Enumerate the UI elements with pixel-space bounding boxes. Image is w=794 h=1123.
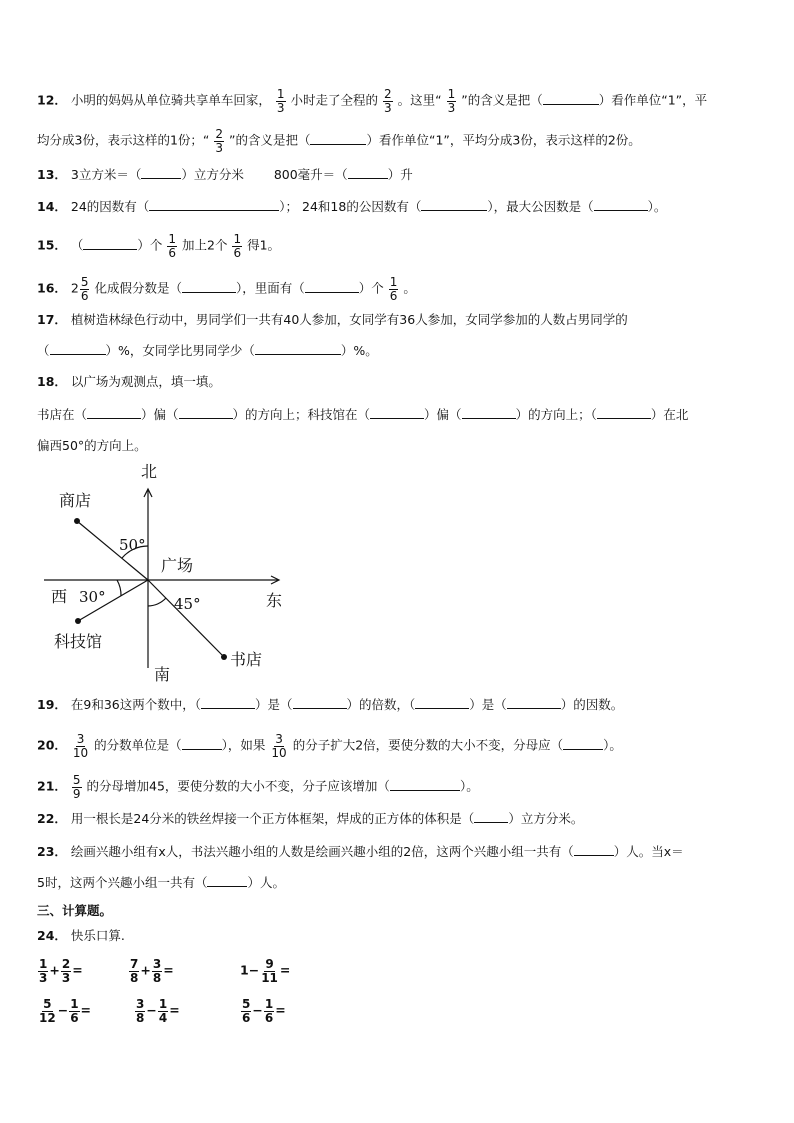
numerator: 1	[276, 87, 285, 101]
operator: +	[49, 962, 60, 978]
answer-blank[interactable]	[182, 739, 222, 750]
question-number: 19．	[37, 697, 67, 712]
angle-arc-30	[117, 580, 121, 596]
denominator: 9	[72, 786, 81, 801]
numerator: 5	[242, 997, 251, 1011]
equals: =	[275, 1002, 286, 1018]
fraction	[264, 998, 274, 1024]
text: ）偏（	[141, 407, 179, 422]
angle-50-label: 50°	[119, 536, 146, 554]
text: ）人。当x＝	[613, 844, 684, 859]
fraction	[152, 958, 162, 984]
denominator: 8	[136, 1010, 145, 1025]
answer-blank[interactable]	[594, 200, 648, 211]
angle-arc-50	[122, 546, 148, 558]
text: 快乐口算.	[70, 928, 125, 943]
denominator: 6	[70, 1010, 79, 1025]
question-24-title	[37, 930, 125, 943]
text: ）立方分米。	[508, 811, 584, 826]
text: ）看作单位“1”，平	[598, 92, 708, 108]
equals: =	[163, 962, 174, 978]
denominator: 6	[264, 1010, 274, 1025]
shop-direction-line	[77, 521, 148, 580]
text: ）。	[647, 199, 667, 214]
answer-blank[interactable]	[462, 408, 516, 419]
text: ）升	[387, 167, 413, 182]
text: 书店在（	[37, 407, 88, 422]
expression-2	[128, 958, 174, 984]
fraction	[383, 88, 393, 114]
east-label: 东	[266, 591, 283, 610]
text: 加上2个	[182, 237, 228, 253]
text: 绘画兴趣小组有x人，书法兴趣小组的人数是绘画兴趣小组的2倍，这两个兴趣小组一共有（	[70, 844, 574, 859]
equals: =	[279, 962, 291, 978]
question-number: 17．	[37, 312, 67, 327]
text: 偏西50°的方向上。	[37, 438, 147, 453]
text: 5时，这两个兴趣小组一共有（	[37, 875, 208, 890]
numerator: 1	[39, 957, 48, 971]
numerator: 2	[61, 957, 71, 971]
question-21	[37, 774, 479, 800]
fraction	[276, 88, 286, 114]
question-23-line-2	[37, 876, 285, 890]
numerator: 5	[80, 275, 89, 289]
numerator: 5	[43, 997, 52, 1011]
denominator: 12	[39, 1010, 56, 1025]
bookstore-label: 书店	[230, 650, 263, 669]
question-number: 13．	[37, 167, 67, 182]
fraction	[447, 88, 457, 114]
text: 800毫升＝（	[273, 167, 348, 182]
answer-blank[interactable]	[421, 200, 487, 211]
answer-blank[interactable]	[293, 698, 347, 709]
fraction	[80, 276, 90, 302]
fraction	[129, 958, 139, 984]
text: （	[37, 343, 50, 358]
text: 的分子扩大2倍，要使分数的大小不变，分母应（	[292, 737, 564, 753]
answer-blank[interactable]	[597, 408, 651, 419]
text: 的分母增加45，要使分数的大小不变，分子应该增加（	[86, 778, 390, 794]
text: ）在北	[650, 407, 689, 422]
tech-direction-line	[78, 580, 148, 621]
numerator: 9	[265, 957, 274, 971]
numerator: 1	[447, 87, 456, 101]
denominator: 3	[215, 140, 224, 155]
text: ），如果	[221, 737, 266, 753]
answer-blank[interactable]	[370, 408, 424, 419]
question-18-line-3	[37, 440, 147, 453]
fraction	[158, 998, 168, 1024]
operator: −	[57, 1002, 69, 1018]
answer-blank[interactable]	[507, 698, 561, 709]
question-number: 15．	[37, 237, 67, 253]
text: ），最大公因数是（	[487, 199, 594, 214]
numerator: 1	[168, 232, 177, 246]
expression-3	[240, 958, 290, 984]
text: ）的因数。	[560, 697, 624, 712]
text: ）是（	[255, 697, 293, 712]
fraction	[72, 733, 89, 759]
denominator: 6	[80, 288, 89, 303]
text: 化成假分数是（	[94, 280, 182, 296]
west-label: 西	[51, 587, 68, 606]
text: ）%，女同学比男同学少（	[105, 343, 255, 358]
numerator: 1	[389, 275, 398, 289]
question-number: 16．	[37, 280, 67, 296]
fraction	[260, 958, 279, 984]
question-number: 23．	[37, 844, 67, 859]
text: ），里面有（	[235, 280, 305, 296]
numerator: 7	[130, 957, 139, 971]
numerator: 1	[264, 997, 274, 1011]
answer-blank[interactable]	[474, 812, 508, 823]
text: 植树造林绿色行动中，男同学们一共有40人参加，女同学有36人参加，女同学参加的人数占男同学的	[70, 312, 628, 327]
denominator: 8	[130, 970, 139, 985]
operator: −	[146, 1002, 157, 1018]
text: ）的方向上；科技馆在（	[232, 407, 371, 422]
fraction	[38, 998, 57, 1024]
text: ”的含义是把（	[461, 92, 543, 108]
angle-arc-45	[148, 598, 166, 606]
bookstore-direction-line	[148, 580, 224, 657]
fraction	[167, 233, 177, 259]
text: ）。	[603, 737, 622, 753]
denominator: 10	[271, 745, 287, 760]
east-arrow	[271, 576, 279, 584]
fraction	[232, 233, 242, 259]
question-20	[37, 733, 622, 759]
south-label: 南	[154, 665, 171, 684]
denominator: 11	[261, 970, 278, 985]
tech-point	[75, 618, 81, 624]
text: ）个	[358, 280, 384, 296]
denominator: 3	[276, 100, 285, 115]
text: ）的方向上；（	[515, 407, 597, 422]
expression-1	[37, 958, 83, 984]
denominator: 6	[168, 245, 177, 260]
answer-blank[interactable]	[141, 168, 181, 179]
text: 在9和36这两个数中，（	[70, 697, 201, 712]
text: 以广场为观测点，填一填。	[70, 374, 221, 389]
text: ）； 24和18的公因数有（	[279, 199, 422, 214]
question-number: 12．	[37, 92, 67, 108]
fraction	[270, 733, 287, 759]
text: ）个	[137, 237, 163, 253]
answer-blank[interactable]	[87, 408, 141, 419]
answer-blank[interactable]	[574, 845, 614, 856]
numerator: 2	[384, 87, 392, 101]
question-22	[37, 812, 583, 826]
denominator: 6	[233, 245, 242, 260]
question-13	[37, 168, 413, 182]
fraction	[214, 128, 224, 154]
question-16	[37, 276, 416, 302]
question-23-line-1	[37, 845, 684, 859]
question-number: 21．	[37, 778, 67, 794]
question-17-line-1	[37, 314, 628, 327]
answer-blank[interactable]	[50, 344, 106, 355]
denominator: 3	[384, 100, 392, 115]
answer-blank[interactable]	[415, 698, 469, 709]
whole-number: 2	[70, 280, 79, 296]
text: 。这里“	[397, 92, 442, 108]
text: ”的含义是把（	[229, 132, 311, 148]
text: ）立方分米	[181, 167, 244, 182]
question-number: 24．	[37, 928, 67, 943]
answer-blank[interactable]	[310, 134, 366, 145]
text: ）偏（	[424, 407, 462, 422]
text: 小时走了全程的	[290, 92, 379, 108]
question-17-line-2	[37, 344, 378, 358]
question-19	[37, 698, 623, 712]
denominator: 3	[61, 970, 71, 985]
question-18-line-2	[37, 408, 688, 422]
text: 的分数单位是（	[94, 737, 182, 753]
numerator: 3	[152, 957, 162, 971]
text: （	[70, 237, 84, 253]
numerator: 1	[70, 997, 79, 1011]
question-number: 22．	[37, 811, 67, 826]
angle-45-label: 45°	[174, 595, 201, 613]
fraction	[389, 276, 399, 302]
denominator: 6	[389, 288, 398, 303]
text: ）看作单位“1”，平均分成3份，表示这样的2份。	[366, 132, 641, 148]
question-18-title	[37, 376, 221, 389]
tech-label: 科技馆	[54, 632, 103, 651]
answer-blank[interactable]	[149, 200, 279, 211]
question-number: 18．	[37, 374, 67, 389]
numerator: 3	[136, 997, 145, 1011]
answer-blank[interactable]	[348, 168, 388, 179]
numerator: 2	[215, 127, 224, 141]
fraction	[241, 998, 251, 1024]
shop-point	[74, 518, 80, 524]
numerator: 3	[76, 732, 85, 746]
section-heading: 三、计算题。	[37, 903, 113, 918]
fraction	[72, 774, 82, 800]
fraction	[38, 958, 48, 984]
answer-blank[interactable]	[83, 239, 137, 250]
text: 得1。	[247, 237, 281, 253]
answer-blank[interactable]	[255, 344, 341, 355]
question-15	[37, 233, 280, 259]
operator: +	[140, 962, 151, 978]
text: 均分成3份，表示这样的1份；“	[37, 132, 210, 148]
denominator: 3	[39, 970, 48, 985]
north-label: 北	[141, 462, 158, 481]
question-number: 20．	[37, 737, 67, 753]
text: 。	[403, 280, 416, 296]
answer-blank[interactable]	[390, 780, 460, 791]
text: ）%。	[340, 343, 378, 358]
text: 24的因数有（	[70, 199, 150, 214]
angle-30-label: 30°	[79, 588, 106, 606]
denominator: 3	[447, 100, 456, 115]
text: ）的倍数，（	[346, 697, 416, 712]
text: ）是（	[469, 697, 507, 712]
question-number: 14．	[37, 199, 67, 214]
expression-4	[37, 998, 91, 1024]
answer-blank[interactable]	[182, 282, 236, 293]
operator: −	[248, 962, 260, 978]
bookstore-point	[221, 654, 227, 660]
text: 小明的妈妈从单位骑共享单车回家，	[70, 92, 271, 108]
equals: =	[80, 1002, 92, 1018]
expression-6	[240, 998, 286, 1024]
answer-blank[interactable]	[305, 282, 359, 293]
answer-blank[interactable]	[563, 739, 603, 750]
answer-blank[interactable]	[201, 698, 255, 709]
question-12-line-2	[37, 128, 641, 154]
text: 3立方米＝（	[70, 167, 142, 182]
text: 用一根长是24分米的铁丝焊接一个正方体框架，焊成的正方体的体积是（	[70, 811, 475, 826]
operator: −	[252, 1002, 263, 1018]
equals: =	[72, 962, 83, 978]
denominator: 6	[242, 1010, 251, 1025]
expression-5	[134, 998, 180, 1024]
answer-blank[interactable]	[543, 94, 599, 105]
fraction	[135, 998, 145, 1024]
text: ）人。	[247, 875, 285, 890]
whole-number: 1	[240, 962, 249, 978]
text: ）。	[459, 778, 479, 794]
question-14	[37, 200, 666, 214]
denominator: 4	[158, 1010, 168, 1025]
numerator: 1	[158, 997, 168, 1011]
fraction	[61, 958, 71, 984]
numerator: 1	[233, 232, 242, 246]
square-label: 广场	[161, 556, 194, 575]
question-12-line-1	[37, 88, 707, 114]
numerator: 3	[275, 732, 283, 746]
fraction	[69, 998, 79, 1024]
shop-label: 商店	[59, 491, 92, 510]
equals: =	[169, 1002, 180, 1018]
answer-blank[interactable]	[207, 876, 247, 887]
denominator: 10	[72, 745, 89, 760]
numerator: 5	[72, 773, 81, 787]
answer-blank[interactable]	[179, 408, 233, 419]
north-arrow	[144, 489, 152, 497]
denominator: 8	[152, 970, 162, 985]
